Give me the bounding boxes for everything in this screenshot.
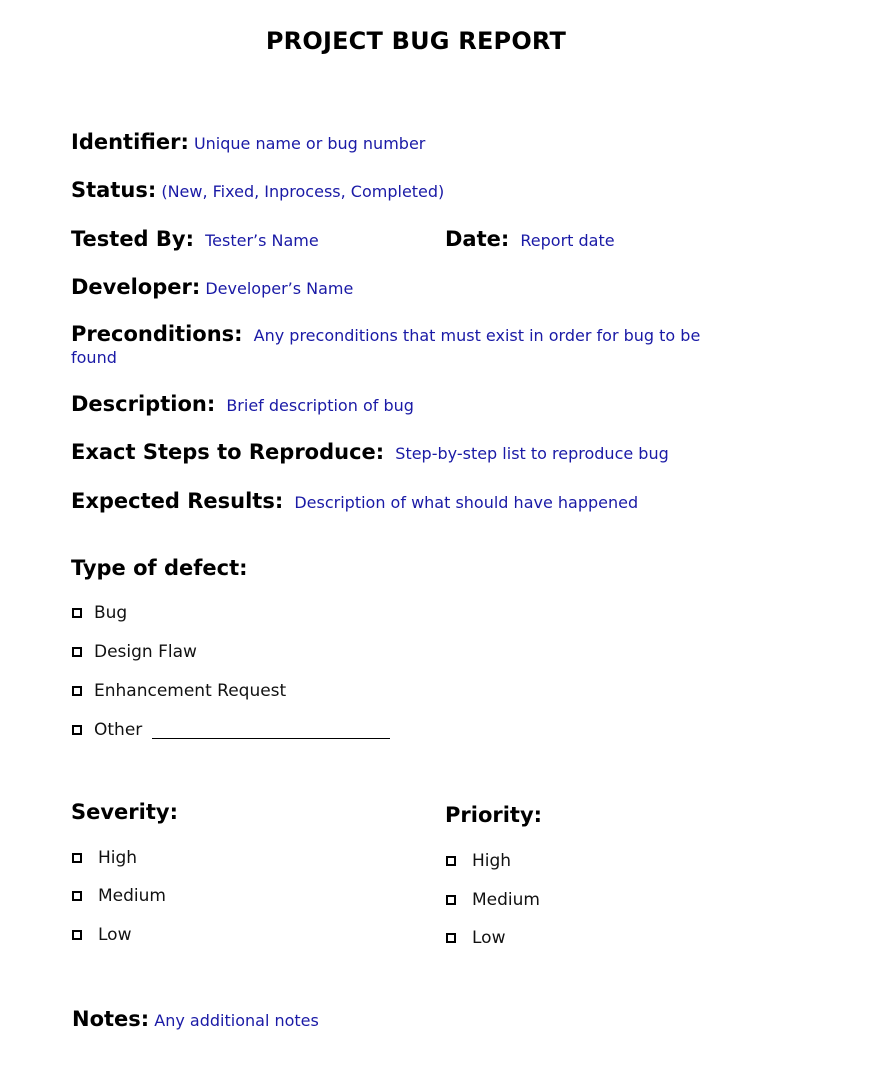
page-title: PROJECT BUG REPORT <box>265 27 567 55</box>
developer-label: Developer: <box>71 275 201 299</box>
checkbox-icon[interactable] <box>72 891 82 901</box>
status-value[interactable]: (New, Fixed, Inprocess, Completed) <box>161 182 445 201</box>
defect-option-design-flaw[interactable] <box>72 642 197 662</box>
checkbox-icon[interactable] <box>446 856 456 866</box>
defect-heading: Type of defect: <box>71 556 248 580</box>
severity-option-label: Low <box>98 925 132 945</box>
checkbox-icon[interactable] <box>72 853 82 863</box>
defect-option-label: Other <box>94 720 143 740</box>
developer-row <box>71 275 353 299</box>
identifier-row <box>71 130 425 154</box>
priority-option-label: Low <box>472 928 506 948</box>
severity-option-medium[interactable] <box>72 886 166 906</box>
notes-value[interactable]: Any additional notes <box>154 1011 319 1030</box>
defect-option-enhancement[interactable] <box>72 681 286 701</box>
checkbox-icon[interactable] <box>72 686 82 696</box>
steps-value[interactable]: Step-by-step list to reproduce bug <box>395 444 669 463</box>
defect-option-bug[interactable] <box>72 603 127 623</box>
date-label: Date: <box>445 227 510 251</box>
defect-option-label: Enhancement Request <box>94 681 287 701</box>
priority-option-label: Medium <box>472 890 540 910</box>
severity-option-label: Medium <box>98 886 166 906</box>
description-label: Description: <box>71 392 216 416</box>
priority-option-high[interactable] <box>446 851 511 871</box>
checkbox-icon[interactable] <box>72 725 82 735</box>
description-value[interactable]: Brief description of bug <box>226 396 414 415</box>
steps-label: Exact Steps to Reproduce: <box>71 440 385 464</box>
preconditions-row <box>71 323 751 369</box>
status-label: Status: <box>71 178 157 202</box>
defect-option-other[interactable] <box>72 720 390 740</box>
priority-option-label: High <box>472 851 512 871</box>
severity-option-low[interactable] <box>72 925 131 945</box>
tested-by-value[interactable]: Tester’s Name <box>205 231 319 250</box>
other-blank-line[interactable] <box>152 721 390 739</box>
developer-value[interactable]: Developer’s Name <box>205 279 354 298</box>
checkbox-icon[interactable] <box>72 930 82 940</box>
preconditions-label: Preconditions: <box>71 322 243 346</box>
expected-row <box>71 489 638 513</box>
expected-label: Expected Results: <box>71 489 284 513</box>
checkbox-icon[interactable] <box>446 933 456 943</box>
severity-heading: Severity: <box>71 800 178 824</box>
tested-by-label: Tested By: <box>71 227 194 251</box>
identifier-value[interactable]: Unique name or bug number <box>193 134 426 153</box>
description-row <box>71 392 414 416</box>
date-value[interactable]: Report date <box>520 231 615 250</box>
priority-heading: Priority: <box>445 803 543 827</box>
identifier-label: Identifier: <box>71 130 189 154</box>
tested-by-row <box>71 227 319 251</box>
defect-option-label: Design Flaw <box>94 642 197 662</box>
checkbox-icon[interactable] <box>72 647 82 657</box>
notes-label: Notes: <box>72 1007 150 1031</box>
checkbox-icon[interactable] <box>446 895 456 905</box>
defect-option-label: Bug <box>94 603 128 623</box>
severity-option-high[interactable] <box>72 848 137 868</box>
priority-option-low[interactable] <box>446 928 505 948</box>
notes-row <box>72 1007 319 1031</box>
expected-value[interactable]: Description of what should have happened <box>294 493 639 512</box>
date-row <box>445 227 615 251</box>
priority-option-medium[interactable] <box>446 890 540 910</box>
status-row <box>71 178 444 202</box>
checkbox-icon[interactable] <box>72 608 82 618</box>
preconditions-value[interactable]: Any preconditions that must exist in order for bug to be found <box>71 326 701 367</box>
severity-option-label: High <box>98 848 138 868</box>
steps-row <box>71 440 669 464</box>
